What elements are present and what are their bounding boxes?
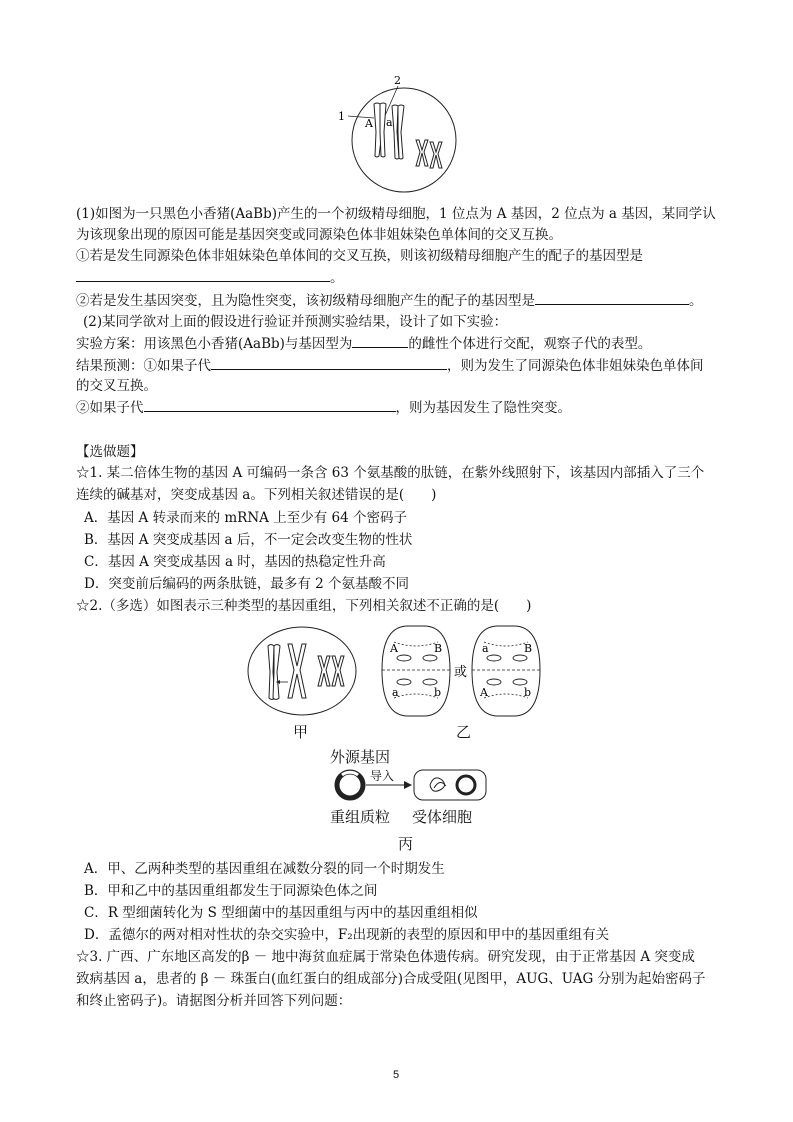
q2-pred-a: 结果预测：①如果子代 — [76, 358, 211, 374]
s1-option-d[interactable]: D．突变前后编码的两条肽链，最多有 2 个氨基酸不同 — [84, 576, 409, 592]
label-bing: 丙 — [398, 835, 414, 853]
q2-plan — [76, 334, 651, 353]
s3-line3: 和终止密码子)。请据图分析并回答下列问题： — [76, 993, 352, 1009]
fig1-label-2: 2 — [394, 74, 401, 87]
s3-line2: 致病基因 a，患者的 β － 珠蛋白(血红蛋白的组成部分)合成受阻(见图甲，AUG、UAG 分别为起始密码子 — [76, 971, 706, 987]
label-yi: 乙 — [456, 723, 472, 741]
yi-left-gene-4: b — [434, 686, 442, 699]
q2-plan-a: 实验方案：用该黑色小香猪(AaBb)与基因型为 — [76, 336, 353, 352]
q2-prediction1-line2: 的交叉互换。 — [76, 378, 157, 394]
yi-left-gene-2: B — [434, 642, 443, 655]
q2-prediction2 — [76, 398, 571, 417]
s2-option-c[interactable]: C．R 型细菌转化为 S 型细菌中的基因重组与丙中的基因重组相似 — [84, 905, 478, 921]
answer-blank[interactable] — [535, 291, 689, 305]
q2-pred-b: ，则为发生了同源染色体非姐妹染色单体间 — [447, 358, 704, 374]
q1-case2-end: 。 — [689, 293, 703, 309]
yi-right-gene-3: A — [480, 686, 488, 699]
answer-blank[interactable] — [211, 356, 447, 370]
import-label: 导入 — [370, 769, 395, 783]
recombinant-plasmid-label: 重组质粒 — [330, 808, 391, 826]
q1-intro-line1: (1)如图为一只黑色小香猪(AaBb)产生的一个初级精母细胞，1 位点为 A 基因，2 位点为 a 基因，某同学认 — [76, 206, 716, 222]
answer-blank[interactable] — [144, 398, 396, 412]
page-number: 5 — [393, 1069, 400, 1081]
q2-pred2-a: ②如果子代 — [76, 400, 144, 416]
s2-option-b[interactable]: B．甲和乙中的基因重组都发生于同源染色体之间 — [84, 883, 378, 899]
s1-option-a[interactable]: A．基因 A 转录而来的 mRNA 上至少有 64 个密码子 — [84, 510, 407, 526]
q1-case1-end: 。 — [330, 270, 344, 286]
figure-yi — [376, 622, 548, 722]
answer-blank[interactable] — [352, 334, 408, 348]
spermatocyte-figure — [330, 74, 470, 196]
fig1-gene-A: A — [365, 117, 373, 130]
section-title: 【选做题】 — [76, 444, 144, 460]
yi-left-gene-1: A — [390, 642, 398, 655]
q2-prediction1 — [76, 356, 704, 375]
s2-option-d[interactable]: D．孟德尔的两对相对性状的杂交实验中，F₂出现新的表型的原因和甲中的基因重组有关 — [84, 927, 610, 943]
q2-intro: (2)某同学欲对上面的假设进行验证并预测实验结果，设计了如下实验： — [83, 314, 508, 330]
q1-case1-line2 — [76, 268, 344, 287]
q1-case2-text: ②若是发生基因突变，且为隐性突变，该初级精母细胞产生的配子的基因型是 — [76, 293, 535, 309]
q1-case2 — [76, 291, 703, 310]
fig1-gene-a: a — [386, 116, 393, 129]
foreign-gene-label: 外源基因 — [330, 748, 391, 766]
s2-option-a[interactable]: A．甲、乙两种类型的基因重组在减数分裂的同一个时期发生 — [84, 861, 445, 877]
recipient-cell-label: 受体细胞 — [412, 808, 473, 826]
s1-option-b[interactable]: B．基因 A 突变成基因 a 后，不一定会改变生物的性状 — [84, 532, 413, 548]
yi-right-gene-2: B — [524, 642, 533, 655]
yi-left-gene-3: a — [392, 686, 399, 699]
s2-stem: ☆2.（多选）如图表示三种类型的基因重组，下列相关叙述不正确的是( ) — [76, 598, 532, 614]
q2-pred2-b: ，则为基因发生了隐性突变。 — [395, 400, 571, 416]
s3-line1: ☆3. 广西、广东地区高发的β － 地中海贫血症属于常染色体遗传病。研究发现，由于正常基因 A 突变成 — [76, 949, 695, 965]
yi-right-gene-1: a — [482, 642, 489, 655]
s1-stem-line2: 连续的碱基对，突变成基因 a。下列相关叙述错误的是( ) — [76, 487, 437, 503]
s1-option-c[interactable]: C．基因 A 突变成基因 a 时，基因的热稳定性升高 — [84, 554, 386, 570]
answer-blank[interactable] — [76, 268, 330, 282]
q2-plan-b: 的雌性个体进行交配，观察子代的表型。 — [408, 336, 652, 352]
q1-intro-line2: 为该现象出现的原因可能是基因突变或同源染色体非姐妹染色单体间的交叉互换。 — [76, 227, 562, 243]
figure-jia — [244, 624, 364, 720]
s1-stem-line1: ☆1. 某二倍体生物的基因 A 可编码一条含 63 个氨基酸的肽链，在紫外线照射下，该基因内部插入了三个 — [76, 465, 705, 481]
label-jia: 甲 — [293, 723, 309, 741]
label-or: 或 — [454, 665, 468, 680]
figure-bing — [330, 766, 490, 804]
fig1-label-1: 1 — [338, 110, 345, 123]
q1-case1-line1: ①若是发生同源染色体非姐妹染色单体间的交叉互换，则该初级精母细胞产生的配子的基因型是 — [76, 248, 643, 264]
yi-right-gene-4: b — [524, 686, 532, 699]
